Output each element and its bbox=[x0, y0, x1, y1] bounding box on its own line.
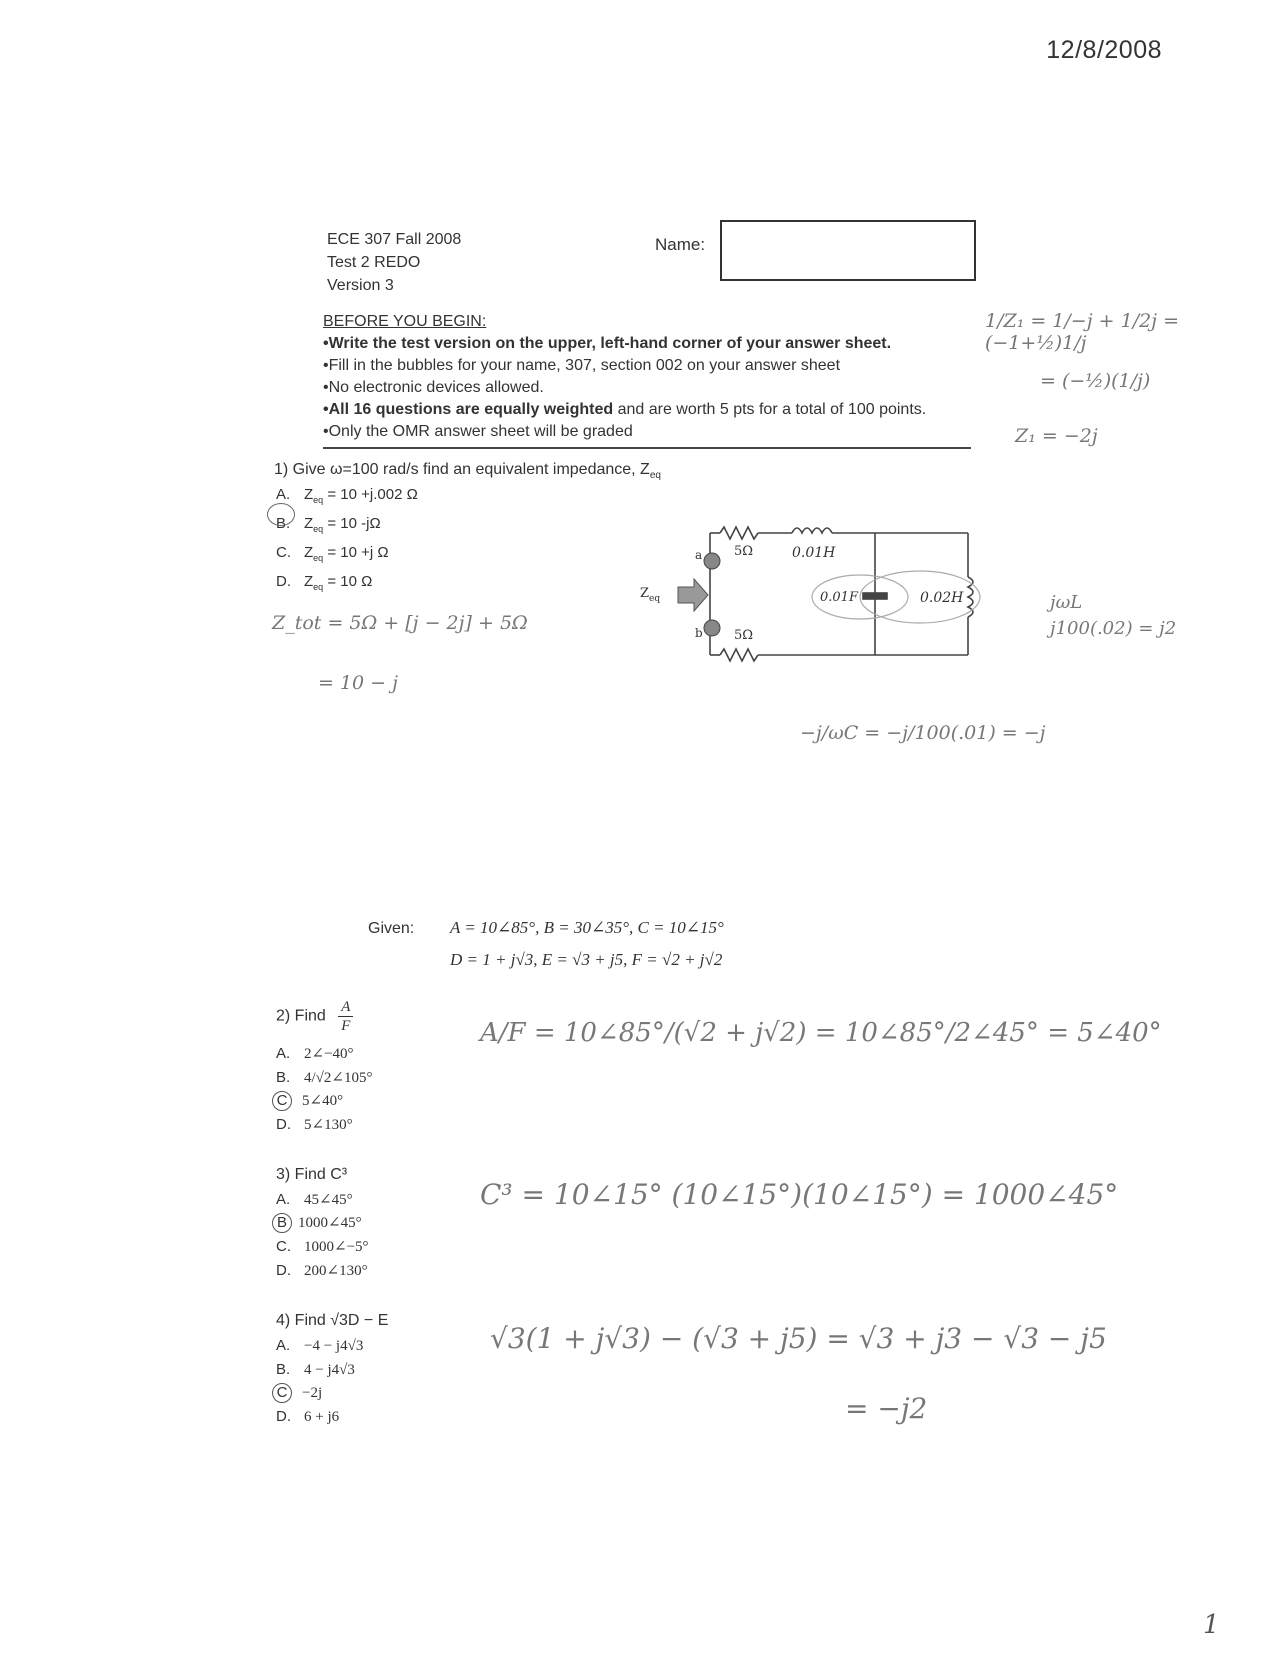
q1-options bbox=[276, 483, 418, 599]
q3-option-a[interactable]: A. 45∠45° bbox=[276, 1191, 353, 1208]
q4-work-2: = −j2 bbox=[845, 1392, 928, 1425]
q4-prompt: 4) Find √3D − E bbox=[276, 1312, 389, 1329]
q1-answer-circle bbox=[267, 503, 295, 526]
q2-work: A/F = 10∠85°/(√2 + j√2) = 10∠85°/2∠45° = 5∠40° bbox=[480, 1018, 1162, 1048]
divider bbox=[323, 447, 971, 449]
hand-note-total-2: = 10 − j bbox=[318, 672, 399, 694]
hand-note-capacitor: −j/ωC = −j/100(.01) = −j bbox=[800, 722, 1046, 744]
q1-option-d[interactable]: D. $Z_{eq} = 10$ Ω bbox=[276, 573, 373, 592]
q2-options bbox=[276, 1042, 372, 1137]
l1-label: 0.01H bbox=[792, 545, 836, 561]
c1-label: 0.01F bbox=[820, 590, 858, 605]
hand-note-parallel-1: 1/Z₁ = 1/−j + 1/2j = (−1+½)1/j bbox=[985, 310, 1180, 354]
terminal-b bbox=[704, 620, 720, 636]
l2-label: 0.02H bbox=[920, 590, 964, 606]
q3-work: C³ = 10∠15° (10∠15°)(10∠15°) = 1000∠45° bbox=[480, 1178, 1119, 1211]
q2-prompt: 2) Find $\frac{A}{F}$ bbox=[276, 998, 353, 1035]
hand-note-inductor-1: jωL bbox=[1050, 592, 1083, 613]
q1-option-a[interactable]: A. $Z_{eq} = 10 +j.002$ Ω bbox=[276, 486, 418, 505]
page-number: 1 bbox=[1203, 1610, 1220, 1640]
q2-frac-num: A bbox=[338, 998, 353, 1017]
r2-label: 5Ω bbox=[734, 628, 754, 643]
hand-note-parallel-2: = (−½)(1/j) bbox=[1040, 370, 1151, 392]
instruction-4-rest: and are worth 5 pts for a total of 100 points. bbox=[613, 401, 927, 418]
name-field[interactable] bbox=[720, 220, 976, 281]
q3-prompt: 3) Find C³ bbox=[276, 1166, 348, 1183]
node-a-label: a bbox=[695, 548, 703, 562]
q3-option-d[interactable]: D. 200∠130° bbox=[276, 1262, 368, 1279]
test-title: Test 2 REDO bbox=[327, 254, 421, 271]
hand-note-inductor-2: j100(.02) = j2 bbox=[1050, 618, 1177, 639]
q2-option-d[interactable]: D. 5∠130° bbox=[276, 1116, 353, 1133]
q4-work-1: √3(1 + j√3) − (√3 + j5) = √3 + j3 − √3 − j5 bbox=[490, 1322, 1107, 1355]
q2-option-b[interactable]: B. 4/√2∠105° bbox=[276, 1069, 373, 1086]
q1-prompt: 1) Give ω=100 rad/s find an equivalent impedance, $Z_{eq}$ bbox=[274, 461, 661, 482]
given-line-2: D = 1 + j√3, E = √3 + j5, F = √2 + j√2 bbox=[450, 950, 723, 969]
q4-option-a[interactable]: A. −4 − j4√3 bbox=[276, 1337, 364, 1354]
q2-frac-den: F bbox=[341, 1018, 351, 1034]
given-label: Given: bbox=[368, 920, 415, 937]
version-label: Version 3 bbox=[327, 277, 394, 294]
q4-option-d[interactable]: D. 6 + j6 bbox=[276, 1408, 340, 1425]
q4-option-b[interactable]: B. 4 − j4√3 bbox=[276, 1361, 355, 1378]
course-title: ECE 307 Fall 2008 bbox=[327, 231, 462, 248]
given-line-1: A = 10∠85°, B = 30∠35°, C = 10∠15° bbox=[450, 918, 724, 937]
q1-option-c[interactable]: C. $Z_{eq} = 10 +j$ Ω bbox=[276, 544, 389, 563]
hand-note-parallel-3: Z₁ = −2j bbox=[1015, 425, 1098, 447]
r1-label: 5Ω bbox=[734, 544, 754, 559]
q2-option-c[interactable]: C 5∠40° bbox=[276, 1090, 372, 1113]
zeq-label: Z bbox=[640, 586, 650, 601]
node-b-label: b bbox=[695, 626, 703, 640]
instruction-5: •Only the OMR answer sheet will be graded bbox=[323, 423, 633, 440]
date: 12/8/2008 bbox=[1046, 36, 1162, 64]
q1-option-b[interactable]: B. $Z_{eq} = 10$ -jΩ bbox=[276, 515, 381, 534]
instruction-3: •No electronic devices allowed. bbox=[323, 379, 544, 396]
header-block bbox=[327, 228, 461, 297]
name-label: Name: bbox=[655, 235, 706, 254]
hand-note-total-1: Z_tot = 5Ω + [j − 2j] + 5Ω bbox=[272, 612, 528, 634]
circuit-diagram bbox=[630, 515, 990, 670]
q2-option-a[interactable]: A. 2∠−40° bbox=[276, 1045, 354, 1062]
zeq-sub-label: eq bbox=[649, 594, 661, 604]
instruction-2: •Fill in the bubbles for your name, 307, section 002 on your answer sheet bbox=[323, 357, 841, 374]
zeq-arrow bbox=[678, 579, 708, 611]
q4-options bbox=[276, 1334, 363, 1429]
terminal-a bbox=[704, 553, 720, 569]
q3-options bbox=[276, 1188, 369, 1283]
q3-option-b[interactable]: B 1000∠45° bbox=[276, 1212, 369, 1235]
instructions-title: BEFORE YOU BEGIN: bbox=[323, 313, 487, 330]
instruction-4-bold: •All 16 questions are equally weighted bbox=[323, 401, 614, 418]
q3-option-c[interactable]: C. 1000∠−5° bbox=[276, 1238, 369, 1255]
instructions bbox=[323, 311, 926, 443]
q4-option-c[interactable]: C −2j bbox=[276, 1382, 363, 1405]
instruction-1: •Write the test version on the upper, left-hand corner of your answer sheet. bbox=[323, 335, 892, 352]
